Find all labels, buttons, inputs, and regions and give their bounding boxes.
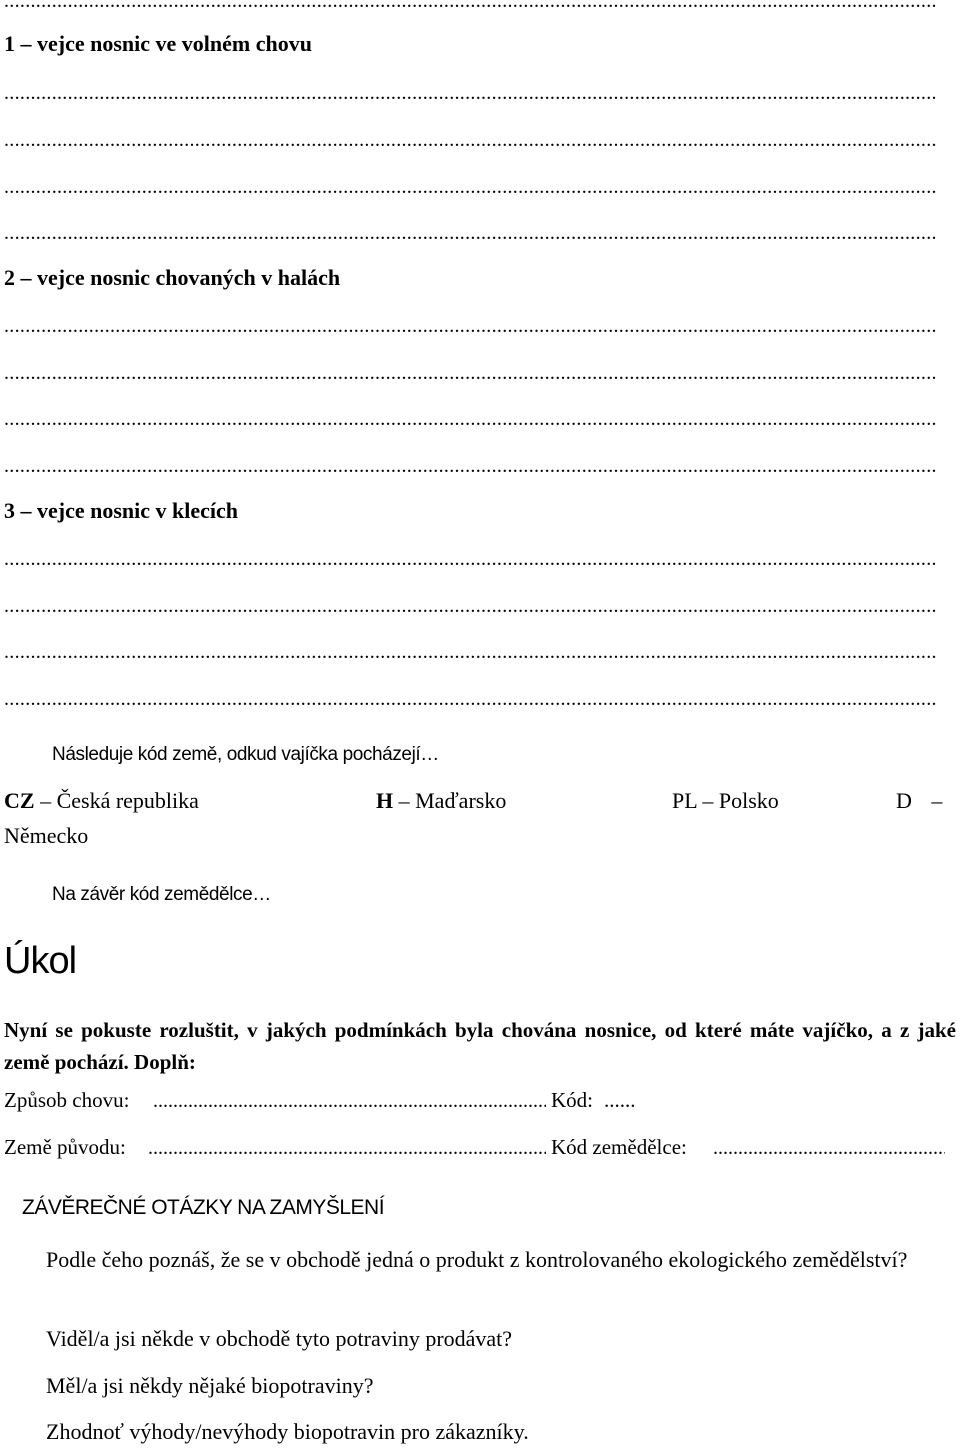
country-name: Maďarsko: [415, 788, 507, 813]
dotted-answer-line: [4, 133, 945, 147]
country-code: D: [896, 788, 912, 813]
country-name: Polsko: [718, 788, 779, 813]
country-h: [376, 788, 506, 814]
dotted-answer-line: [4, 180, 945, 194]
dotted-answer-line: [4, 599, 945, 613]
dotted-answer-line: [4, 319, 945, 333]
dotted-answer-line: [4, 412, 945, 426]
dotted-answer-line: [4, 692, 945, 706]
dotted-answer-line: [4, 552, 945, 566]
country-separator: –: [40, 788, 52, 813]
farmer-code-label: Kód zemědělce:: [551, 1135, 687, 1159]
question-text: Podle čeho poznáš, že se v obchodě jedná o produkt z kontrolovaného ekologického zemědělství?: [46, 1247, 908, 1272]
country-separator: –: [398, 788, 410, 813]
questions-title: ZÁVĚREČNÉ OTÁZKY NA ZAMYŠLENÍ: [22, 1196, 385, 1219]
country-code: CZ: [4, 788, 35, 813]
dotted-answer-line: [4, 645, 945, 659]
dotted-answer-line: [4, 86, 945, 100]
country-d: [896, 788, 942, 814]
question-item: Zhodnoť výhody/nevýhody biopotravin pro zákazníky.: [46, 1419, 529, 1444]
country-cz: [4, 788, 199, 814]
country-code: PL: [672, 788, 697, 813]
method-field[interactable]: [153, 1095, 546, 1107]
country-separator: –: [702, 788, 714, 813]
task-text: Nyní se pokuste rozluštit, v jakých podmínkách byla chována nosnice, od které máte vajíčko, a z jaké země pochází. Doplň:: [4, 1018, 956, 1074]
dotted-answer-line: [4, 459, 945, 473]
question-item: [46, 1243, 956, 1277]
country-pl: [672, 788, 779, 814]
country-code: H: [376, 788, 394, 813]
origin-label: Země původu:: [4, 1135, 126, 1159]
country-separator: –: [931, 788, 943, 813]
section-3-title: 3 – vejce nosnic v klecích: [4, 498, 239, 523]
method-label: Způsob chovu:: [4, 1088, 130, 1112]
country-code-note: Následuje kód země, odkud vajíčka pocházejí…: [52, 744, 439, 765]
code-field[interactable]: ......: [604, 1088, 636, 1112]
task-title: Úkol: [4, 940, 77, 982]
farmer-code-field[interactable]: [713, 1142, 945, 1154]
question-item: Viděl/a jsi někde v obchodě tyto potraviny prodávat?: [46, 1326, 513, 1351]
code-label: Kód:: [551, 1088, 593, 1112]
dotted-answer-line: [4, 366, 945, 380]
section-2-title: 2 – vejce nosnic chovaných v halách: [4, 265, 341, 290]
dotted-answer-line: [4, 226, 945, 240]
country-d-name: Německo: [4, 823, 89, 848]
section-1-title: 1 – vejce nosnic ve volném chovu: [4, 31, 312, 56]
question-item: Měl/a jsi někdy nějaké biopotraviny?: [46, 1373, 374, 1398]
dotted-answer-line: [4, 0, 945, 8]
farmer-code-note: Na závěr kód zemědělce…: [52, 884, 271, 905]
country-name: Česká republika: [56, 788, 199, 813]
origin-field[interactable]: [148, 1142, 546, 1154]
